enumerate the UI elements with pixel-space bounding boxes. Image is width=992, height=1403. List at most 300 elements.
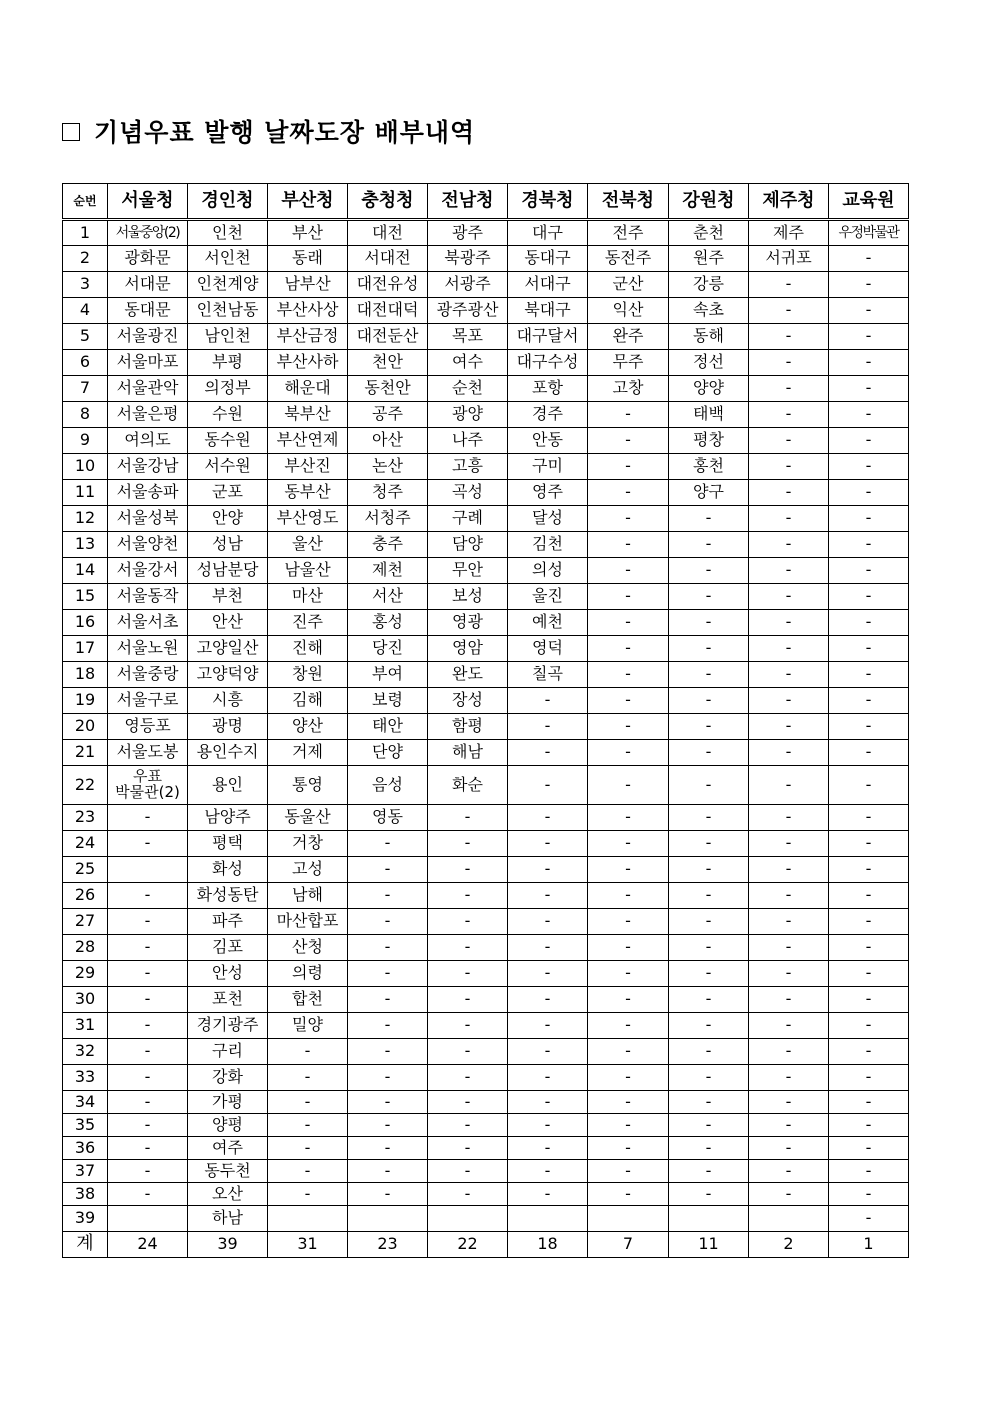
table-cell: 대전유성 <box>348 272 428 298</box>
table-cell: 익산 <box>588 298 669 324</box>
table-cell: - <box>829 610 909 636</box>
table-cell: - <box>108 909 188 935</box>
table-cell: - <box>588 909 669 935</box>
row-number-cell: 20 <box>63 714 108 740</box>
table-cell: 포항 <box>508 376 588 402</box>
table-cell: 안동 <box>508 428 588 454</box>
table-row <box>63 935 909 961</box>
table-cell: 서대문 <box>108 272 188 298</box>
table-row <box>63 714 909 740</box>
table-cell: - <box>508 935 588 961</box>
table-cell: - <box>669 558 749 584</box>
table-cell: 김해 <box>268 688 348 714</box>
table-cell: - <box>829 350 909 376</box>
table-cell: 서수원 <box>188 454 268 480</box>
table-cell: 구례 <box>428 506 508 532</box>
row-number-cell: 39 <box>63 1206 108 1232</box>
table-cell: 여수 <box>428 350 508 376</box>
table-cell: - <box>508 883 588 909</box>
table-cell: - <box>749 480 829 506</box>
table-cell: - <box>829 805 909 831</box>
table-cell: 고성 <box>268 857 348 883</box>
table-cell: 영동 <box>348 805 428 831</box>
table-cell: - <box>508 1114 588 1137</box>
row-number-cell: 24 <box>63 831 108 857</box>
table-cell: 광주광산 <box>428 298 508 324</box>
table-cell: 울진 <box>508 584 588 610</box>
table-cell: 대전대덕 <box>348 298 428 324</box>
table-cell: - <box>669 805 749 831</box>
row-number-cell: 34 <box>63 1091 108 1114</box>
header-cell: 전남청 <box>428 184 508 220</box>
table-cell: - <box>108 935 188 961</box>
table-cell: - <box>829 740 909 766</box>
table-cell: - <box>508 805 588 831</box>
table-cell: - <box>108 1160 188 1183</box>
table-row <box>63 909 909 935</box>
table-cell: - <box>829 714 909 740</box>
table-cell: - <box>268 1114 348 1137</box>
table-cell: - <box>588 987 669 1013</box>
table-cell: 북광주 <box>428 246 508 272</box>
table-row <box>63 1091 909 1114</box>
table-cell: 곡성 <box>428 480 508 506</box>
header-cell: 서울청 <box>108 184 188 220</box>
table-cell: - <box>669 506 749 532</box>
table-cell: - <box>749 831 829 857</box>
table-cell: 대구 <box>508 220 588 246</box>
table-cell: 파주 <box>188 909 268 935</box>
table-cell: - <box>428 1160 508 1183</box>
table-cell <box>108 857 188 883</box>
page-title <box>62 114 475 148</box>
table-row <box>63 636 909 662</box>
row-number-cell: 31 <box>63 1013 108 1039</box>
table-cell: - <box>428 1091 508 1114</box>
header-cell: 부산청 <box>268 184 348 220</box>
table-cell: - <box>348 883 428 909</box>
row-number-cell: 2 <box>63 246 108 272</box>
table-cell <box>749 1206 829 1232</box>
table-cell: - <box>829 909 909 935</box>
table-cell: 음성 <box>348 766 428 805</box>
table-cell: 성남 <box>188 532 268 558</box>
table-cell: - <box>669 1065 749 1091</box>
table-cell: - <box>588 558 669 584</box>
table-cell: - <box>428 1013 508 1039</box>
table-cell: 군포 <box>188 480 268 506</box>
table-cell: - <box>669 714 749 740</box>
table-cell: 대전둔산 <box>348 324 428 350</box>
table-cell: 부산사하 <box>268 350 348 376</box>
table-cell: - <box>669 636 749 662</box>
table-cell: 구리 <box>188 1039 268 1065</box>
table-cell: - <box>588 857 669 883</box>
table-cell: - <box>749 636 829 662</box>
table-cell: 진주 <box>268 610 348 636</box>
table-row <box>63 610 909 636</box>
table-cell: 경주 <box>508 402 588 428</box>
table-cell: 대구달서 <box>508 324 588 350</box>
table-cell: - <box>108 1013 188 1039</box>
table-cell: 공주 <box>348 402 428 428</box>
table-cell: 제주 <box>749 220 829 246</box>
table-cell: - <box>348 857 428 883</box>
table-cell: 전주 <box>588 220 669 246</box>
table-cell: 완주 <box>588 324 669 350</box>
table-row <box>63 454 909 480</box>
table-cell: 목포 <box>428 324 508 350</box>
table-cell: - <box>829 662 909 688</box>
table-cell: - <box>749 402 829 428</box>
table-cell: - <box>268 1039 348 1065</box>
table-cell: - <box>508 740 588 766</box>
table-cell: 서대구 <box>508 272 588 298</box>
table-cell <box>348 1206 428 1232</box>
table-cell: - <box>829 376 909 402</box>
table-cell: 합천 <box>268 987 348 1013</box>
table-cell: 장성 <box>428 688 508 714</box>
table-cell: 인천계양 <box>188 272 268 298</box>
table-cell: 서울중앙(2) <box>108 220 188 246</box>
table-cell: - <box>749 714 829 740</box>
table-cell: - <box>749 1137 829 1160</box>
table-cell: - <box>749 883 829 909</box>
table-cell: - <box>669 1160 749 1183</box>
table-row <box>63 987 909 1013</box>
row-number-cell: 35 <box>63 1114 108 1137</box>
table-cell: - <box>829 298 909 324</box>
table-cell: 부산 <box>268 220 348 246</box>
table-cell: 북부산 <box>268 402 348 428</box>
table-cell: - <box>508 688 588 714</box>
table-cell: 동대구 <box>508 246 588 272</box>
table-cell: - <box>829 558 909 584</box>
table-cell: - <box>829 1114 909 1137</box>
total-cell: 7 <box>588 1232 669 1258</box>
table-cell: - <box>749 1039 829 1065</box>
header-cell: 경인청 <box>188 184 268 220</box>
table-cell: - <box>508 1039 588 1065</box>
table-cell: 양산 <box>268 714 348 740</box>
table-cell: - <box>829 766 909 805</box>
row-number-cell: 17 <box>63 636 108 662</box>
table-cell: - <box>829 987 909 1013</box>
table-cell: - <box>749 1114 829 1137</box>
table-cell: 서울송파 <box>108 480 188 506</box>
table-cell: - <box>749 740 829 766</box>
row-number-cell: 30 <box>63 987 108 1013</box>
table-cell: - <box>669 987 749 1013</box>
table-cell: - <box>508 714 588 740</box>
table-cell: 부산사상 <box>268 298 348 324</box>
table-cell: 경기광주 <box>188 1013 268 1039</box>
table-cell: 고흥 <box>428 454 508 480</box>
table-cell: 원주 <box>669 246 749 272</box>
table-cell: - <box>268 1137 348 1160</box>
table-cell: 김포 <box>188 935 268 961</box>
table-row <box>63 324 909 350</box>
table-cell: - <box>428 831 508 857</box>
table-row <box>63 480 909 506</box>
table-cell: - <box>348 1091 428 1114</box>
table-cell: 제천 <box>348 558 428 584</box>
table-row <box>63 1137 909 1160</box>
table-cell: - <box>588 1137 669 1160</box>
table-row <box>63 246 909 272</box>
table-cell: 광화문 <box>108 246 188 272</box>
table-cell: 창원 <box>268 662 348 688</box>
table-cell: - <box>749 805 829 831</box>
table-cell: 용인수지 <box>188 740 268 766</box>
table-row <box>63 272 909 298</box>
table-cell: 보령 <box>348 688 428 714</box>
row-number-cell: 33 <box>63 1065 108 1091</box>
table-cell: 남부산 <box>268 272 348 298</box>
table-cell: 남해 <box>268 883 348 909</box>
table-cell: - <box>588 1114 669 1137</box>
table-cell: - <box>749 558 829 584</box>
table-cell: - <box>508 1065 588 1091</box>
table-row <box>63 532 909 558</box>
table-cell: - <box>749 584 829 610</box>
row-number-cell: 32 <box>63 1039 108 1065</box>
table-cell: 화순 <box>428 766 508 805</box>
table-cell: 구미 <box>508 454 588 480</box>
table-cell: 통영 <box>268 766 348 805</box>
total-label-cell: 계 <box>63 1232 108 1258</box>
table-cell: 북대구 <box>508 298 588 324</box>
distribution-table <box>62 183 909 1258</box>
row-number-cell: 8 <box>63 402 108 428</box>
table-cell: - <box>669 857 749 883</box>
table-cell: - <box>108 1114 188 1137</box>
table-cell: - <box>348 935 428 961</box>
table-cell: - <box>749 766 829 805</box>
checkbox-square-icon <box>62 123 80 141</box>
table-cell: - <box>348 1065 428 1091</box>
header-cell: 교육원 <box>829 184 909 220</box>
table-cell: - <box>829 636 909 662</box>
row-number-cell: 14 <box>63 558 108 584</box>
total-cell: 1 <box>829 1232 909 1258</box>
table-cell: - <box>669 1039 749 1065</box>
table-cell: - <box>428 857 508 883</box>
table-cell: 부천 <box>188 584 268 610</box>
table-cell: 동울산 <box>268 805 348 831</box>
table-row <box>63 831 909 857</box>
table-cell: 영등포 <box>108 714 188 740</box>
table-cell: 보성 <box>428 584 508 610</box>
table-cell: - <box>829 935 909 961</box>
table-cell: 가평 <box>188 1091 268 1114</box>
table-cell: 양평 <box>188 1114 268 1137</box>
total-cell: 24 <box>108 1232 188 1258</box>
row-number-cell: 7 <box>63 376 108 402</box>
table-cell: 인천남동 <box>188 298 268 324</box>
table-row <box>63 376 909 402</box>
table-cell: 영암 <box>428 636 508 662</box>
table-cell: - <box>749 350 829 376</box>
table-cell: - <box>588 584 669 610</box>
table-cell: - <box>508 1091 588 1114</box>
table-cell: - <box>749 909 829 935</box>
table-cell: 서광주 <box>428 272 508 298</box>
table-row <box>63 662 909 688</box>
table-cell: - <box>829 688 909 714</box>
table-cell: - <box>669 909 749 935</box>
table-cell: 순천 <box>428 376 508 402</box>
table-row <box>63 506 909 532</box>
table-cell: 고양일산 <box>188 636 268 662</box>
header-cell: 전북청 <box>588 184 669 220</box>
row-number-cell: 5 <box>63 324 108 350</box>
table-cell: 완도 <box>428 662 508 688</box>
table-cell: 청주 <box>348 480 428 506</box>
table-cell: 서귀포 <box>749 246 829 272</box>
row-number-cell: 16 <box>63 610 108 636</box>
table-cell: - <box>348 1013 428 1039</box>
table-cell: - <box>749 324 829 350</box>
table-cell: - <box>749 1065 829 1091</box>
table-cell: 서울은평 <box>108 402 188 428</box>
table-cell: - <box>428 961 508 987</box>
table-cell: - <box>829 1160 909 1183</box>
table-cell <box>108 1206 188 1232</box>
table-row <box>63 766 909 805</box>
table-cell: - <box>588 961 669 987</box>
header-cell: 경북청 <box>508 184 588 220</box>
table-cell: - <box>749 272 829 298</box>
table-cell: 홍천 <box>669 454 749 480</box>
table-row <box>63 857 909 883</box>
table-cell: - <box>108 883 188 909</box>
header-cell: 강원청 <box>669 184 749 220</box>
table-row <box>63 883 909 909</box>
table-cell: - <box>268 1183 348 1206</box>
table-cell: 영광 <box>428 610 508 636</box>
table-cell <box>508 1206 588 1232</box>
table-cell: 평택 <box>188 831 268 857</box>
table-cell: - <box>588 766 669 805</box>
table-cell: 부산진 <box>268 454 348 480</box>
table-body <box>63 220 909 1258</box>
table-cell: 고양덕양 <box>188 662 268 688</box>
table-cell: - <box>588 454 669 480</box>
table-cell: - <box>508 961 588 987</box>
table-cell: - <box>108 1183 188 1206</box>
table-cell: 양구 <box>669 480 749 506</box>
table-cell: - <box>428 1065 508 1091</box>
table-cell: 오산 <box>188 1183 268 1206</box>
table-cell: - <box>348 909 428 935</box>
table-cell: 서울강남 <box>108 454 188 480</box>
table-cell: - <box>749 857 829 883</box>
table-cell: 천안 <box>348 350 428 376</box>
table-row <box>63 688 909 714</box>
table-cell: 서울노원 <box>108 636 188 662</box>
table-cell: 군산 <box>588 272 669 298</box>
table-cell: - <box>829 1039 909 1065</box>
row-number-cell: 25 <box>63 857 108 883</box>
table-cell: 서울중랑 <box>108 662 188 688</box>
table-cell: 부산연제 <box>268 428 348 454</box>
table-cell: 안양 <box>188 506 268 532</box>
table-row <box>63 350 909 376</box>
table-cell: 우표 박물관(2) <box>108 766 188 805</box>
row-number-cell: 38 <box>63 1183 108 1206</box>
table-cell: 하남 <box>188 1206 268 1232</box>
table-cell: - <box>829 857 909 883</box>
table-cell: 여주 <box>188 1137 268 1160</box>
table-cell: 서청주 <box>348 506 428 532</box>
table-cell: - <box>829 961 909 987</box>
row-number-cell: 18 <box>63 662 108 688</box>
total-cell: 2 <box>749 1232 829 1258</box>
table-cell: - <box>508 766 588 805</box>
table-cell: - <box>669 1013 749 1039</box>
table-cell: - <box>749 532 829 558</box>
total-cell: 18 <box>508 1232 588 1258</box>
table-cell: - <box>588 831 669 857</box>
table-cell: 해운대 <box>268 376 348 402</box>
table-cell: - <box>749 1013 829 1039</box>
table-cell: 동대문 <box>108 298 188 324</box>
table-row <box>63 1160 909 1183</box>
table-cell: - <box>108 1091 188 1114</box>
table-cell: 나주 <box>428 428 508 454</box>
table-cell: 남양주 <box>188 805 268 831</box>
table-cell: 서울도봉 <box>108 740 188 766</box>
table-row <box>63 1183 909 1206</box>
table-cell: 춘천 <box>669 220 749 246</box>
table-cell: - <box>749 935 829 961</box>
table-cell: 포천 <box>188 987 268 1013</box>
table-cell: - <box>749 1160 829 1183</box>
table-cell: - <box>508 1013 588 1039</box>
table-cell: - <box>588 688 669 714</box>
table-cell: - <box>749 1091 829 1114</box>
table-cell: - <box>669 662 749 688</box>
table-cell: 마산 <box>268 584 348 610</box>
row-number-cell: 3 <box>63 272 108 298</box>
table-cell: 담양 <box>428 532 508 558</box>
table-cell: - <box>348 1114 428 1137</box>
table-cell: - <box>348 1137 428 1160</box>
row-number-cell: 4 <box>63 298 108 324</box>
table-cell: - <box>588 883 669 909</box>
table-cell: - <box>108 831 188 857</box>
table-cell: - <box>669 740 749 766</box>
table-cell: - <box>348 1183 428 1206</box>
table-cell: 서인천 <box>188 246 268 272</box>
table-cell: 여의도 <box>108 428 188 454</box>
header-cell: 제주청 <box>749 184 829 220</box>
table-cell: 동래 <box>268 246 348 272</box>
table-cell: 시흥 <box>188 688 268 714</box>
table-cell: 동전주 <box>588 246 669 272</box>
table-cell: 부평 <box>188 350 268 376</box>
table-cell: - <box>588 428 669 454</box>
table-cell: - <box>669 1183 749 1206</box>
table-cell: 태백 <box>669 402 749 428</box>
table-cell: - <box>829 1206 909 1232</box>
table-cell: - <box>669 883 749 909</box>
table-cell: - <box>829 428 909 454</box>
table-cell: - <box>348 1039 428 1065</box>
table-row <box>63 1065 909 1091</box>
table-row <box>63 402 909 428</box>
